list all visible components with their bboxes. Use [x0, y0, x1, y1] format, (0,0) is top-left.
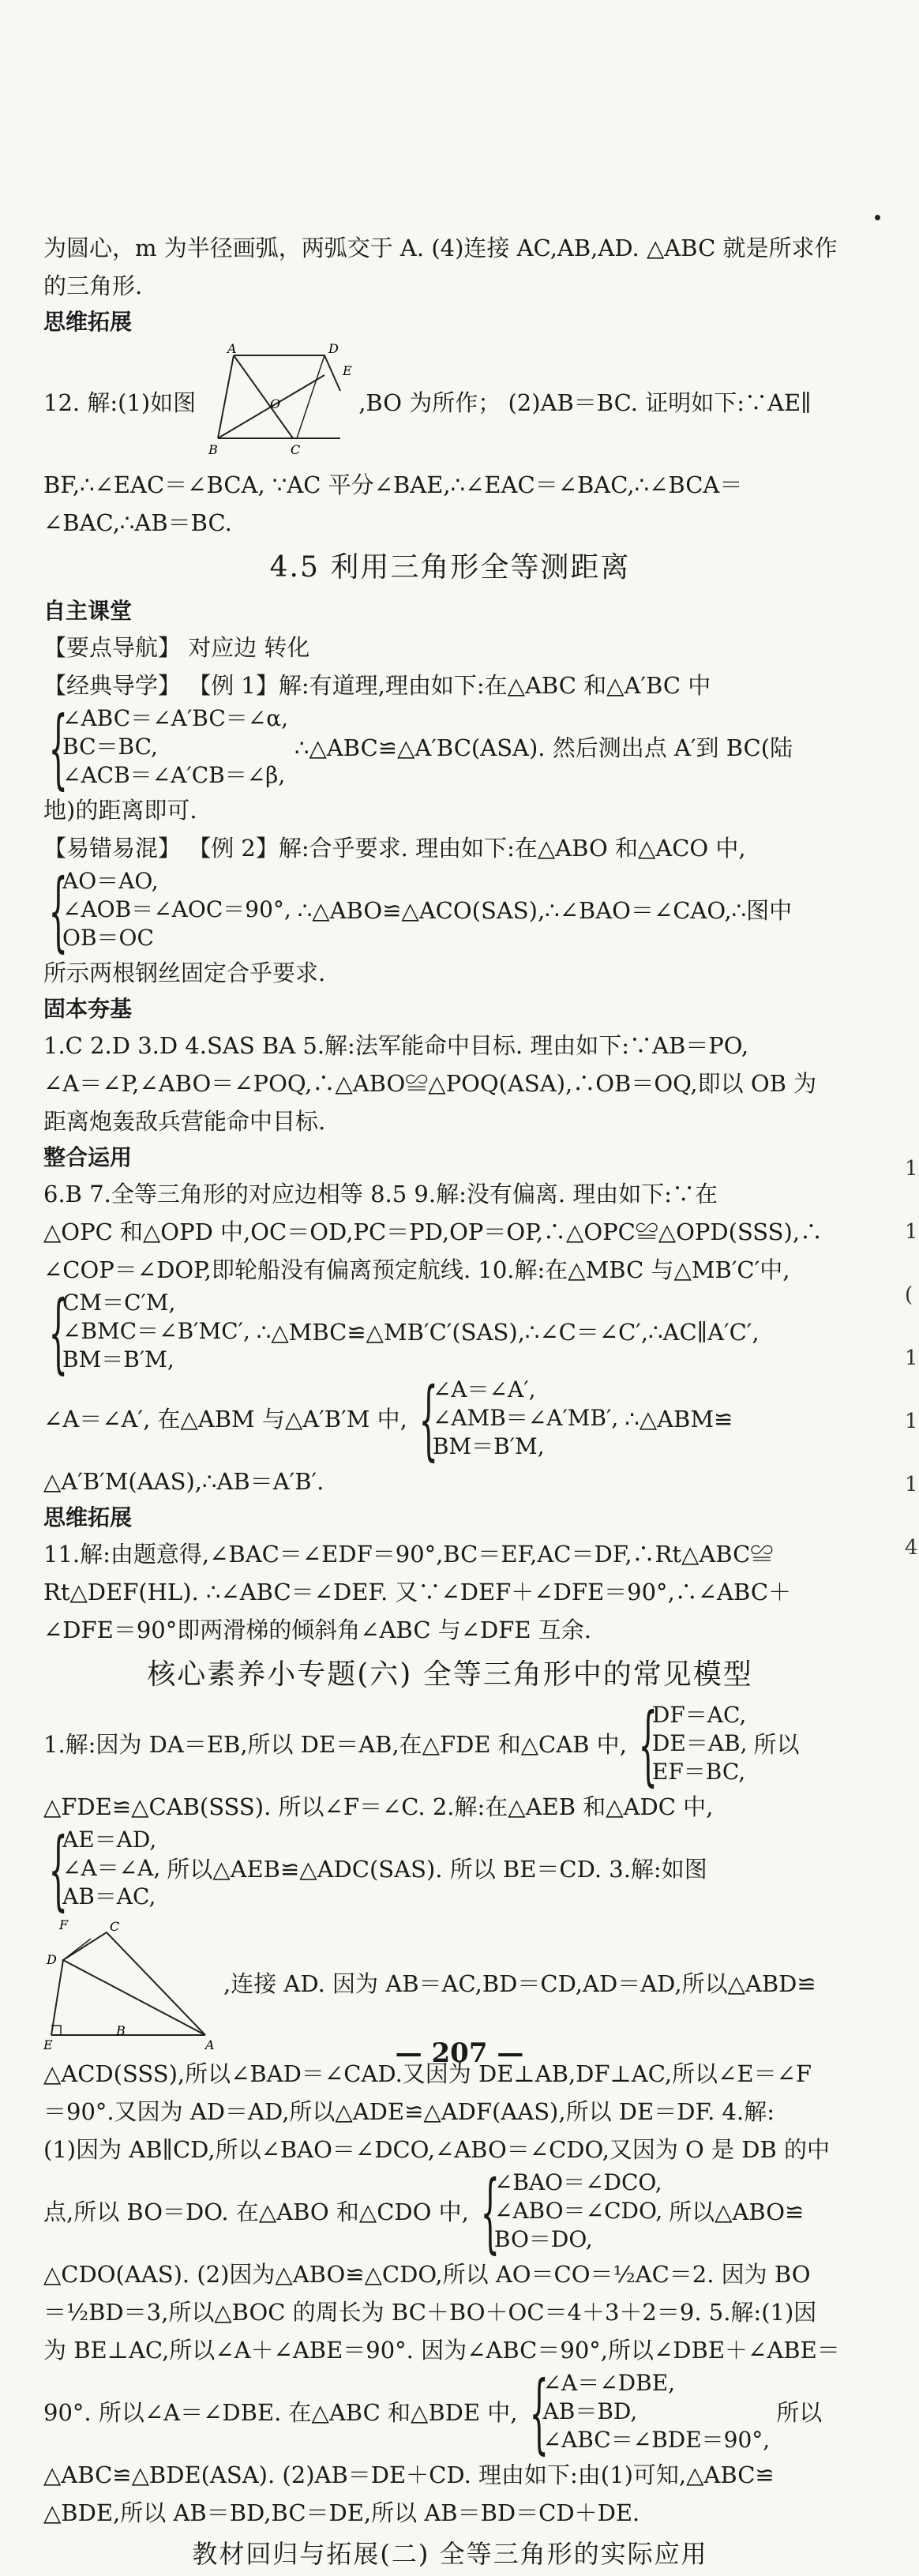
- text-line: ∠COP＝∠DOP,即轮船没有偏离预定航线. 10.解:在△MBC 与△MB′C′中,: [43, 1256, 790, 1283]
- text-line: ∠BAC,∴AB＝BC.: [43, 509, 232, 536]
- equation: AB＝BD,: [542, 2398, 638, 2424]
- equation: AB＝AC,: [62, 1883, 156, 1909]
- text-line: △FDE≌△CAB(SSS). 所以∠F＝∠C. 2.解:在△AEB 和△ADC 中,: [43, 1793, 714, 1820]
- equation-system: [43, 860, 857, 961]
- brace-glyph: {: [48, 1282, 68, 1383]
- equation: ∠ABC＝∠BDE＝90°,: [542, 2427, 771, 2453]
- equation-system: [43, 697, 857, 798]
- equation: ∠A＝∠A′,: [432, 1376, 536, 1403]
- equation-system: [43, 1819, 857, 1920]
- text-line: △BDE,所以 AB＝BD,BC＝DE,所以 AB＝BD＝CD＋DE.: [43, 2499, 640, 2526]
- equation: BM＝B′M,: [62, 1346, 174, 1372]
- fig-label: A: [227, 344, 237, 356]
- fig-label: D: [328, 344, 339, 356]
- equation-system: [43, 2161, 857, 2262]
- text-after-brace: ∴△ABM≌: [625, 1406, 733, 1433]
- page-number: — 207 —: [395, 2037, 524, 2069]
- text-line: △CDO(AAS). (2)因为△ABO≌△CDO,所以 AO＝CO＝½AC＝2. 因为 BO: [43, 2261, 811, 2288]
- section-heading: 固本夯基: [43, 996, 133, 1022]
- text-line: ∠DFE＝90°即两滑梯的倾斜角∠ABC 与∠DFE 互余.: [43, 1617, 592, 1643]
- brace-glyph: {: [480, 2161, 500, 2262]
- text-line: △OPC 和△OPD 中,OC＝OD,PC＝PD,OP＝OP,∴△OPC≌△OPD(SSS),∴: [43, 1219, 823, 1245]
- text-after-brace: 所以: [776, 2399, 823, 2426]
- margin-char: 1: [905, 1473, 918, 1496]
- brace-glyph: {: [529, 2362, 549, 2463]
- text-line: Rt△DEF(HL). ∴∠ABC＝∠DEF. 又∵∠DEF＋∠DFE＝90°,∴∠ABC＋: [43, 1579, 792, 1605]
- brace-glyph: {: [48, 860, 68, 961]
- chapter-title: 4.5 利用三角形全等测距离: [269, 551, 631, 584]
- parallelogram-figure: [202, 344, 352, 462]
- equation: ∠BAO＝∠DCO,: [493, 2169, 662, 2195]
- text-before-brace: 90°. 所以∠A＝∠DBE. 在△ABC 和△BDE 中,: [43, 2399, 518, 2426]
- fig-label: F: [59, 1917, 69, 1932]
- text-before-brace: 点,所以 BO＝DO. 在△ABO 和△CDO 中,: [43, 2199, 469, 2225]
- equation: EF＝BC,: [651, 1759, 746, 1785]
- equation: ∠ABC＝∠A′BC＝∠α,: [62, 705, 289, 731]
- section-heading: 自主课堂: [43, 598, 133, 624]
- equation: OB＝OC: [62, 925, 154, 951]
- brace-glyph: {: [418, 1369, 438, 1470]
- text-line: (1)因为 AB∥CD,所以∠BAO＝∠DCO,∠ABO＝∠CDO,又因为 O 是 DB 的中: [43, 2136, 831, 2163]
- equation: ∠BMC＝∠B′MC′,: [62, 1318, 250, 1344]
- text-after-brace: ∴△ABO≌△ACO(SAS),∴∠BAO＝∠CAO,∴图中: [297, 897, 793, 924]
- equation: BC＝BC,: [62, 734, 158, 760]
- text-line: ＝90°.又因为 AD＝AD,所以△ADE≌△ADF(AAS),所以 DE＝DF. 4.解:: [43, 2098, 775, 2125]
- text-line: 地)的距离即可.: [43, 797, 197, 824]
- equation: ∠AMB＝∠A′MB′,: [432, 1405, 619, 1431]
- fig-label: D: [47, 1952, 57, 1967]
- text-line: 【要点导航】 对应边 转化: [43, 634, 310, 661]
- q3-row: [43, 1913, 857, 2055]
- section-heading: 整合运用: [43, 1144, 133, 1170]
- q3-text: ,连接 AD. 因为 AB＝AC,BD＝CD,AD＝AD,所以△ABD≌: [223, 1970, 816, 1997]
- margin-char: 1: [905, 1157, 918, 1181]
- fig-label: B: [208, 442, 218, 457]
- equation: ∠ACB＝∠A′CB＝∠β,: [62, 762, 286, 788]
- text-after-brace: ∴△ABC≌△A′BC(ASA). 然后测出点 A′到 BC(陆: [294, 734, 793, 761]
- fig-label: E: [43, 2037, 53, 2051]
- equation: DE＝AB,: [651, 1730, 748, 1756]
- fig-label: C: [110, 1919, 120, 1934]
- brace-glyph: {: [638, 1694, 658, 1795]
- equation: DF＝AC,: [651, 1702, 747, 1728]
- margin-char: 1: [905, 1220, 918, 1244]
- margin-char: (: [905, 1283, 913, 1307]
- text-line: 6.B 7.全等三角形的对应边相等 8.5 9.解:没有偏离. 理由如下:∵在: [43, 1181, 718, 1207]
- equation-system: [43, 1694, 857, 1795]
- right-margin-fragments: [905, 1137, 918, 1579]
- equation: ∠AOB＝∠AOC＝90°,: [62, 896, 291, 922]
- section-heading: 思维拓展: [43, 309, 133, 335]
- brace-glyph: {: [48, 1819, 68, 1920]
- q12-suffix: ,BO 为所作； (2)AB＝BC. 证明如下:∵AE∥: [358, 389, 812, 416]
- text-line: 【易错易混】 【例 2】解:合乎要求. 理由如下:在△ABO 和△ACO 中,: [43, 835, 746, 862]
- text-line: △ABC≌△BDE(ASA). (2)AB＝DE＋CD. 理由如下:由(1)可知,△ABC≌: [43, 2461, 775, 2488]
- q12-prefix: 12. 解:(1)如图: [43, 389, 197, 416]
- fig-label: C: [291, 442, 301, 457]
- brace-glyph: {: [48, 697, 68, 798]
- equation: ∠ABO＝∠CDO,: [493, 2198, 663, 2224]
- equation: BO＝DO,: [493, 2226, 593, 2252]
- text-line: BF,∴∠EAC＝∠BCA, ∵AC 平分∠BAE,∴∠EAC＝∠BAC,∴∠BCA＝: [43, 471, 743, 498]
- equation: CM＝C′M,: [62, 1290, 176, 1316]
- text-after-brace: 所以△ABO≌: [669, 2199, 805, 2225]
- margin-char: 1: [905, 1346, 918, 1370]
- equation: ∠A＝∠A,: [62, 1855, 161, 1881]
- fig-label: A: [205, 2037, 215, 2051]
- text-before-brace: ∠A＝∠A′, 在△ABM 与△A′B′M 中,: [43, 1406, 407, 1433]
- text-line: 1.C 2.D 3.D 4.SAS BA 5.解:法军能命中目标. 理由如下:∵AB＝PO,: [43, 1032, 749, 1059]
- equation: ∠A＝∠DBE,: [542, 2370, 676, 2396]
- equation: AO＝AO,: [62, 868, 159, 894]
- q12-row: [43, 340, 857, 466]
- fig-label: B: [116, 2023, 126, 2038]
- text-line: △A′B′M(AAS),∴AB＝A′B′.: [43, 1468, 324, 1495]
- text-line: 为圆心，m 为半径画弧，两弧交于 A. (4)连接 AC,AB,AD. △ABC 就是所求作: [43, 235, 838, 261]
- equation: BM＝B′M,: [432, 1433, 545, 1459]
- text-line: 所示两根钢丝固定合乎要求.: [43, 959, 326, 986]
- fig-label: O: [270, 396, 281, 411]
- equation-system: [43, 1282, 857, 1383]
- answer-page: [43, 229, 857, 2576]
- corner-dot: [875, 215, 880, 220]
- triangle-figure: [43, 1917, 217, 2051]
- text-line: 11.解:由题意得,∠BAC＝∠EDF＝90°,BC＝EF,AC＝DF,∴Rt△ABC≌: [43, 1541, 774, 1568]
- text-after-brace: ∴△MBC≌△MB′C′(SAS),∴∠C＝∠C′,∴AC∥A′C′,: [256, 1319, 760, 1346]
- text-after-brace: 所以: [753, 1731, 800, 1758]
- text-line: △ACD(SSS),所以∠BAD＝∠CAD.又因为 DE⊥AB,DF⊥AC,所以∠E＝∠F: [43, 2060, 812, 2087]
- chapter-title: 核心素养小专题(六) 全等三角形中的常见模型: [147, 1658, 753, 1691]
- text-line: ∠A＝∠P,∠ABO＝∠POQ,∴△ABO≌△POQ(ASA),∴OB＝OQ,即以 OB 为: [43, 1070, 817, 1097]
- text-line: 为 BE⊥AC,所以∠A＋∠ABE＝90°. 因为∠ABC＝90°,所以∠DBE＋∠ABE＝: [43, 2337, 840, 2364]
- text-line: ＝½BD＝3,所以△BOC 的周长为 BC＋BO＋OC＝4＋3＋2＝9. 5.解:(1)因: [43, 2299, 817, 2326]
- text-before-brace: 1.解:因为 DA＝EB,所以 DE＝AB,在△FDE 和△CAB 中,: [43, 1731, 627, 1758]
- section-heading: 思维拓展: [43, 1504, 133, 1530]
- equation-system: [43, 2362, 857, 2463]
- text-line: 的三角形.: [43, 272, 143, 299]
- equation: AE＝AD,: [62, 1827, 157, 1853]
- fig-label: E: [343, 363, 352, 378]
- text-line: 距离炮轰敌兵营能命中目标.: [43, 1108, 326, 1135]
- text-after-brace: 所以△AEB≌△ADC(SAS). 所以 BE＝CD. 3.解:如图: [167, 1856, 707, 1883]
- chapter-title: 教材回归与拓展(二) 全等三角形的实际应用: [192, 2539, 708, 2569]
- margin-char: 4: [905, 1536, 918, 1560]
- equation-system: [43, 1369, 857, 1470]
- text-line: 【经典导学】 【例 1】解:有道理,理由如下:在△ABC 和△A′BC 中: [43, 672, 711, 699]
- margin-char: 1: [905, 1410, 918, 1433]
